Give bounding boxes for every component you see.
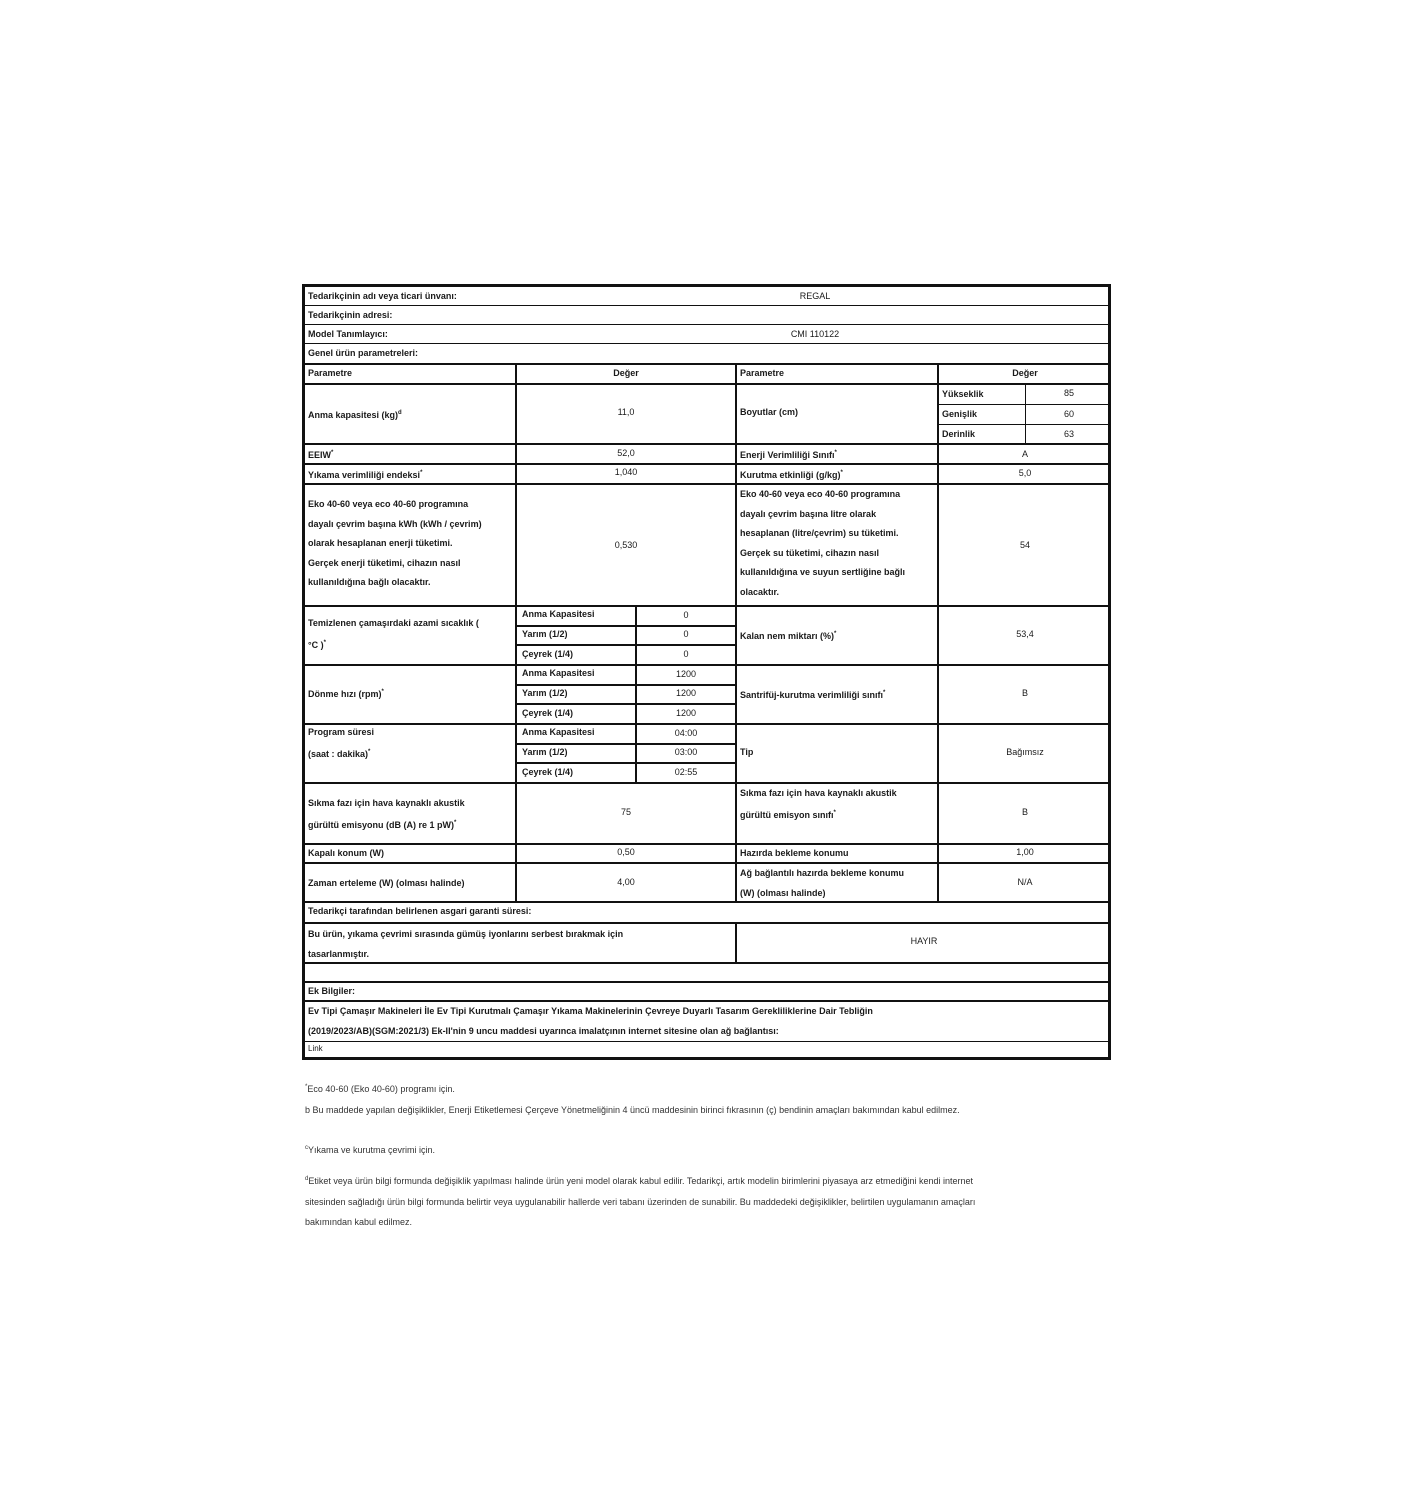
wash-index-label: Yıkama verimliliği endeksi*: [308, 470, 423, 480]
residual-moisture-value: 53,4: [1016, 629, 1034, 639]
footnote-mark: *: [368, 749, 371, 755]
supplier-address-label: Tedarikçinin adresi:: [308, 310, 393, 320]
footnote-mark: *: [840, 470, 843, 476]
spin-class-value: B: [1021, 688, 1028, 698]
height-value: 85: [1063, 388, 1074, 398]
spin-full-value: 1200: [675, 669, 697, 679]
silver-ion-label: Bu ürün, yıkama çevrimi sırasında gümüş iyonlarını serbest bırakmak için tasarlanmıştır.: [308, 929, 624, 959]
spin-speed-label: Dönme hızı (rpm)*: [308, 689, 384, 699]
divider: [735, 364, 737, 902]
footnote-mark: *: [454, 820, 457, 826]
supplier-name-value: REGAL: [799, 291, 831, 301]
spin-quarter-value: 1200: [675, 708, 697, 718]
footnote-mark: *: [420, 470, 423, 476]
noise-emission-label: Sıkma fazı için hava kaynaklı akustik gürültü emisyonu (dB (A) re 1 pW)*: [308, 798, 465, 830]
temp-quarter-label: Çeyrek (1/4): [522, 649, 574, 659]
duration-full-value: 04:00: [674, 728, 698, 738]
delay-start-label: Zaman erteleme (W) (olması halinde): [308, 878, 465, 888]
footnote-mark: *: [323, 639, 326, 646]
networked-standby-label: Ağ bağlantılı hazırda bekleme konumu (W) (olması halinde): [740, 868, 905, 898]
divider: [1025, 384, 1026, 444]
regulation-text: Ev Tipi Çamaşır Makineleri İle Ev Tipi Kurutmalı Çamaşır Yıkama Makinelerinin Çevreye Duyarlı Tasarım Gerekliliklerine Dair Tebliğin (2019/2023/AB)(SGM:2021/3) Ek-II'nin 9 uncu maddesi uyarınca imalatçının internet sitesine olan ağ bağlantısı:: [308, 1006, 873, 1036]
standby-value: 1,00: [1016, 847, 1034, 857]
dry-efficiency-label: Kurutma etkinliği (g/kg)*: [740, 470, 843, 480]
depth-label: Derinlik: [942, 429, 976, 439]
spin-half-label: Yarım (1/2): [522, 688, 568, 698]
footnote-b: b Bu maddede yapılan değişiklikler, Enerji Etiketlemesi Çerçeve Yönetmeliğinin 4 üncü maddesinin birinci fıkrasının (ç) bendinin amaçları bakımından kabul edilmez.: [305, 1105, 960, 1115]
residual-moisture-label: Kalan nem miktarı (%)*: [740, 631, 837, 641]
spin-half-value: 1200: [675, 688, 697, 698]
water-consumption-value: 54: [1019, 540, 1030, 550]
spin-class-label: Santrifüj-kurutma verimliliği sınıfı*: [740, 690, 886, 700]
footnote-mark: *: [331, 450, 334, 456]
water-consumption-label: Eko 40-60 veya eco 40-60 programına dayalı çevrim başına litre olarak hesaplanan (litre/çevrim) su tüketimi. Gerçek su tüketimi, cihazın nasıl kullanıldığına ve suyun sertliğine bağlı olacaktır.: [740, 489, 906, 597]
divider: [305, 782, 1108, 784]
divider: [937, 364, 939, 902]
divider: [635, 606, 637, 664]
noise-emission-value: 75: [620, 807, 631, 817]
model-value: CMI 110122: [790, 329, 840, 339]
divider: [305, 483, 1108, 485]
wash-index-value: 1,040: [614, 467, 638, 477]
link-text[interactable]: Link: [308, 1044, 323, 1053]
footnote-mark: *: [883, 690, 886, 696]
footnote-mark: d: [305, 1176, 309, 1182]
noise-class-label: Sıkma fazı için hava kaynaklı akustik gürültü emisyon sınıfı*: [740, 788, 897, 820]
divider: [515, 364, 517, 902]
model-label: Model Tanımlayıcı:: [308, 329, 388, 339]
footnote-mark: *: [833, 810, 836, 816]
duration-half-label: Yarım (1/2): [522, 747, 568, 757]
spin-quarter-label: Çeyrek (1/4): [522, 708, 574, 718]
product-information-sheet: [302, 284, 1111, 1060]
width-label: Genişlik: [942, 409, 978, 419]
eeiw-value: 52,0: [617, 448, 635, 458]
off-mode-value: 0,50: [617, 847, 635, 857]
footnote-mark: *: [305, 1084, 308, 1090]
temp-quarter-value: 0: [683, 649, 689, 659]
networked-standby-value: N/A: [1017, 877, 1033, 887]
energy-class-value: A: [1021, 449, 1028, 459]
divider: [735, 923, 737, 963]
footnote-d: $^d$Etiket veya ürün bilgi formunda değişiklik yapılması halinde ürün yeni model olarak kabul edilir. Tedarikçi, artık modelin birimlerini piyasaya arz etmediğini kendi internet sitesinden sağladığı ürün bilgi formunda belirtir veya uygulanabilir hallerde veri tabanı üzerinden de sunabilir. Bu maddedeki değişiklikler, belirtilen uygulamanın amaçları bakımından kabul edilmez.: [305, 1176, 976, 1227]
footnote-mark: *: [834, 631, 837, 637]
footnote-mark: d: [398, 410, 402, 416]
eeiw-label: EEIW*: [308, 450, 334, 460]
delay-start-value: 4,00: [617, 877, 635, 887]
capacity-label: Anma kapasitesi (kg)$^d$: [308, 410, 402, 420]
noise-class-value: B: [1021, 807, 1028, 817]
type-value: Bağımsız: [1006, 747, 1044, 757]
col-value-header-left: Değer: [613, 368, 639, 378]
duration-half-value: 03:00: [674, 747, 698, 757]
general-params-label: Genel ürün parametreleri:: [308, 348, 419, 358]
duration-full-label: Anma Kapasitesi: [522, 727, 595, 737]
standby-label: Hazırda bekleme konumu: [740, 848, 849, 858]
extra-info-label: Ek Bilgiler:: [308, 986, 356, 996]
energy-class-label: Enerji Verimliliği Sınıfı*: [740, 450, 837, 460]
spin-full-label: Anma Kapasitesi: [522, 668, 595, 678]
footnote-c: $^c$Yıkama ve kurutma çevrimi için.: [305, 1145, 436, 1155]
max-temperature-label: Temizlenen çamaşırdaki azami sıcaklık ( °C )*: [308, 618, 479, 650]
capacity-value: 11,0: [617, 407, 635, 417]
divider: [635, 665, 637, 723]
col-value-header-right: Değer: [1012, 368, 1038, 378]
off-mode-label: Kapalı konum (W): [308, 848, 384, 858]
program-duration-label: Program süresi (saat : dakika)*: [308, 727, 375, 759]
width-value: 60: [1063, 409, 1074, 419]
dry-efficiency-value: 5,0: [1018, 468, 1032, 478]
warranty-label: Tedarikçi tarafından belirlenen asgari garanti süresi:: [308, 906, 532, 916]
col-param-header-left: Parametre: [308, 368, 353, 378]
temp-full-label: Anma Kapasitesi: [522, 609, 595, 619]
divider: [305, 962, 1108, 964]
footnote-mark: c: [305, 1145, 308, 1151]
type-label: Tip: [740, 747, 754, 757]
temp-full-value: 0: [683, 610, 689, 620]
energy-consumption-value: 0,530: [614, 540, 638, 550]
silver-ion-value: HAYIR: [910, 936, 938, 946]
footnote-a: *Eco 40-60 (Eko 40-60) programı için.: [305, 1084, 455, 1094]
divider: [635, 724, 637, 783]
temp-half-label: Yarım (1/2): [522, 629, 568, 639]
col-param-header-right: Parametre: [740, 368, 785, 378]
footnote-mark: *: [834, 450, 837, 456]
duration-quarter-label: Çeyrek (1/4): [522, 767, 574, 777]
duration-quarter-value: 02:55: [674, 767, 698, 777]
dimensions-label: Boyutlar (cm): [740, 407, 799, 417]
depth-value: 63: [1063, 429, 1074, 439]
footnote-mark: *: [381, 689, 384, 695]
supplier-name-label: Tedarikçinin adı veya ticari ünvanı:: [308, 291, 457, 301]
temp-half-value: 0: [683, 629, 689, 639]
energy-consumption-label: Eko 40-60 veya eco 40-60 programına dayalı çevrim başına kWh (kWh / çevrim) olarak hesaplanan enerji tüketimi. Gerçek enerji tüketimi, cihazın nasıl kullanıldığına bağlı olacaktır.: [308, 499, 482, 587]
height-label: Yükseklik: [942, 389, 984, 399]
divider: [305, 862, 1108, 864]
